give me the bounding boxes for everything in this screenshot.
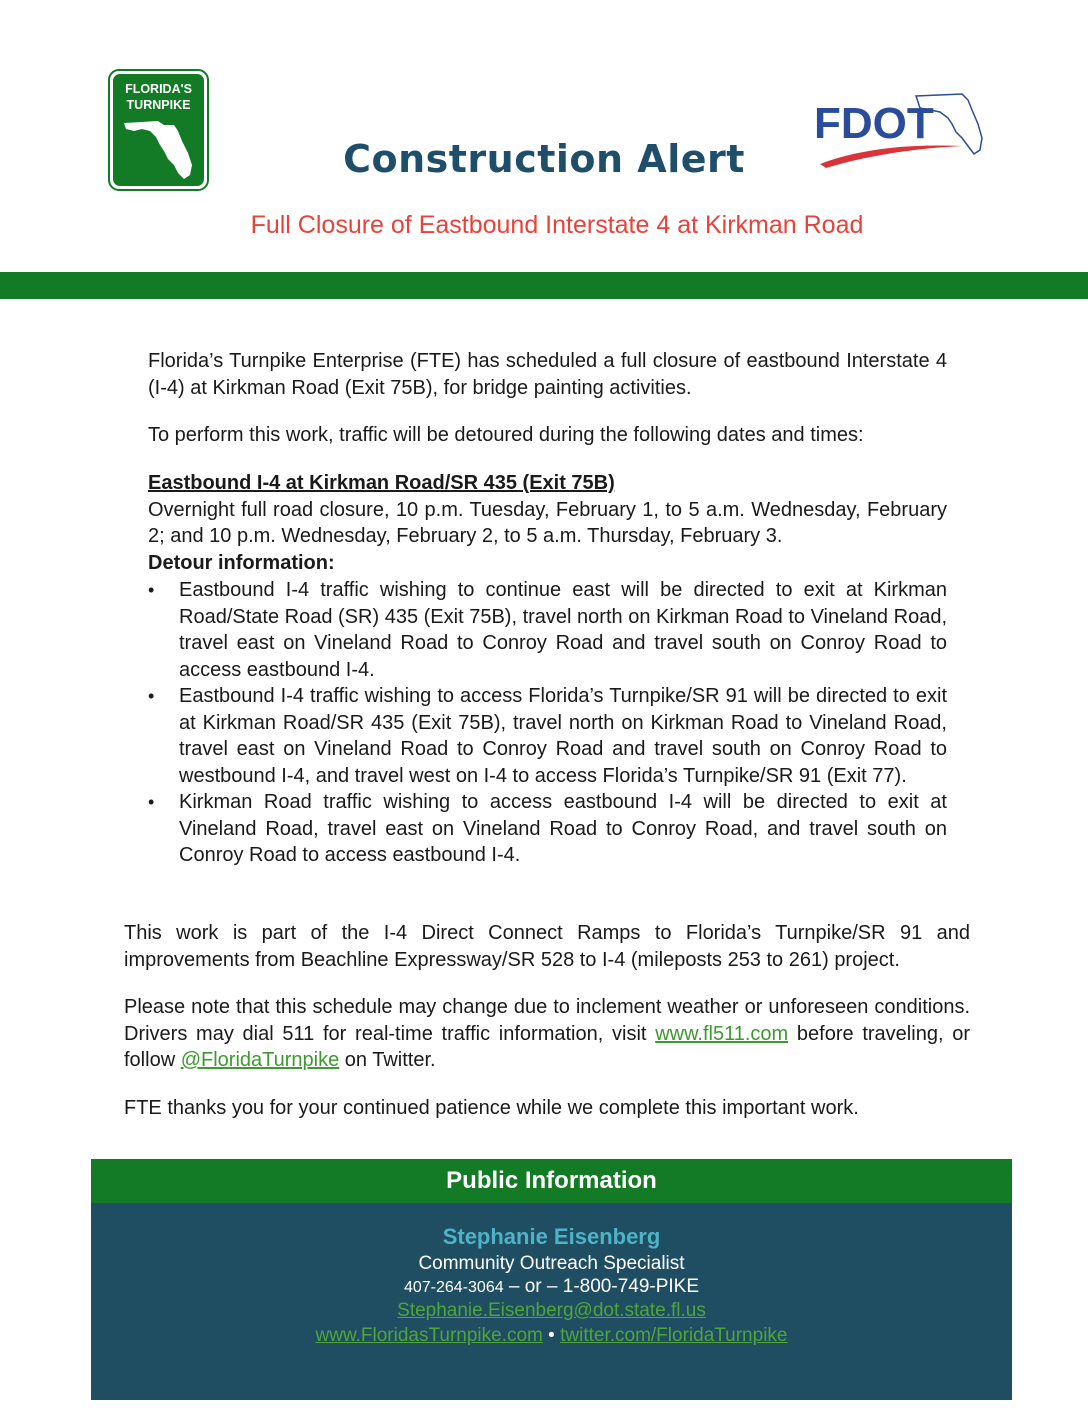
fdot-wordmark: FDOT xyxy=(814,99,934,148)
contact-phone-2: 1-800-749-PIKE xyxy=(562,1276,700,1297)
schedule-note-text-3: on Twitter. xyxy=(339,1049,436,1071)
contact-email-link[interactable]: Stephanie.Eisenberg@dot.state.fl.us xyxy=(397,1300,706,1321)
phone-separator: – or – xyxy=(503,1276,563,1297)
fl511-link[interactable]: www.fl511.com xyxy=(655,1022,789,1045)
web-separator: • xyxy=(542,1325,561,1346)
schedule-note-text-2: before traveling, or follow xyxy=(124,1022,970,1071)
contact-phones xyxy=(91,1276,1012,1298)
thanks-paragraph: FTE thanks you for your continued patience while we complete this important work. xyxy=(124,1097,859,1119)
logo-text-line1: FLORIDA'S xyxy=(125,82,192,96)
closure-section xyxy=(148,470,947,576)
contact-name: Stephanie Eisenberg xyxy=(442,1224,661,1249)
header-divider-bar xyxy=(0,272,1088,299)
list-item: • Kirkman Road traffic wishing to access eastbound I-4 will be directed to exit at Vineland Road, travel east on Vineland Road to Conroy Road, and travel south on Conroy Road to access eastbound I-4. xyxy=(148,789,947,869)
contact-web-row xyxy=(91,1325,1012,1347)
schedule-note-paragraph xyxy=(124,994,970,1074)
page-title: Construction Alert xyxy=(343,137,745,181)
detour-heading: Detour information: xyxy=(148,551,335,574)
location-heading: Eastbound I-4 at Kirkman Road/SR 435 (Exit 75B) xyxy=(148,472,615,494)
website-link[interactable]: www.FloridasTurnpike.com xyxy=(315,1325,543,1346)
contact-role: Community Outreach Specialist xyxy=(418,1253,685,1274)
project-note-paragraph: This work is part of the I-4 Direct Connect Ramps to Florida’s Turnpike/SR 91 and improvements from Beachline Expressway/SR 528 to I-4 (mileposts 253 to 261) project. xyxy=(124,922,970,971)
detour-list xyxy=(148,577,947,869)
public-information-heading: Public Information xyxy=(91,1159,1012,1203)
page-subtitle: Full Closure of Eastbound Interstate 4 at Kirkman Road xyxy=(250,211,864,239)
logo-text-line2: TURNPIKE xyxy=(126,98,191,112)
schedule-note-text-1: Please note that this schedule may change due to inclement weather or unforeseen conditions. Drivers may dial 511 for real-time traffic information, visit xyxy=(124,996,970,1045)
twitter-link[interactable]: twitter.com/FloridaTurnpike xyxy=(560,1325,788,1346)
twitter-handle-link[interactable]: @FloridaTurnpike xyxy=(180,1049,340,1071)
list-item: • Eastbound I-4 traffic wishing to access Florida’s Turnpike/SR 91 will be directed to exit at Kirkman Road/SR 435 (Exit 75B), travel north on Kirkman Road to Vineland Road, travel east on Vineland Road to Conroy Road and travel south on Conroy Road to westbound I-4, and travel west on I-4 to access Florida’s Turnpike/SR 91 (Exit 77). xyxy=(148,683,947,789)
detour-intro-paragraph: To perform this work, traffic will be detoured during the following dates and times: xyxy=(148,424,864,446)
list-item: • Eastbound I-4 traffic wishing to continue east will be directed to exit at Kirkman Road/State Road (SR) 435 (Exit 75B), travel north on Kirkman Road to Vineland Road, travel east on Vineland Road to Conroy Road and travel south on Conroy Road to access eastbound I-4. xyxy=(148,577,947,683)
intro-paragraph: Florida’s Turnpike Enterprise (FTE) has scheduled a full closure of eastbound Interstate 4 (I-4) at Kirkman Road (Exit 75B), for bridge painting activities. xyxy=(148,350,947,399)
closure-schedule: Overnight full road closure, 10 p.m. Tuesday, February 1, to 5 a.m. Wednesday, February 2; and 10 p.m. Wednesday, February 2, to 5 a.m. Thursday, February 3. xyxy=(148,498,947,547)
contact-phone-1: 407-264-3064 xyxy=(403,1279,504,1296)
contact-email-row xyxy=(91,1300,1012,1322)
